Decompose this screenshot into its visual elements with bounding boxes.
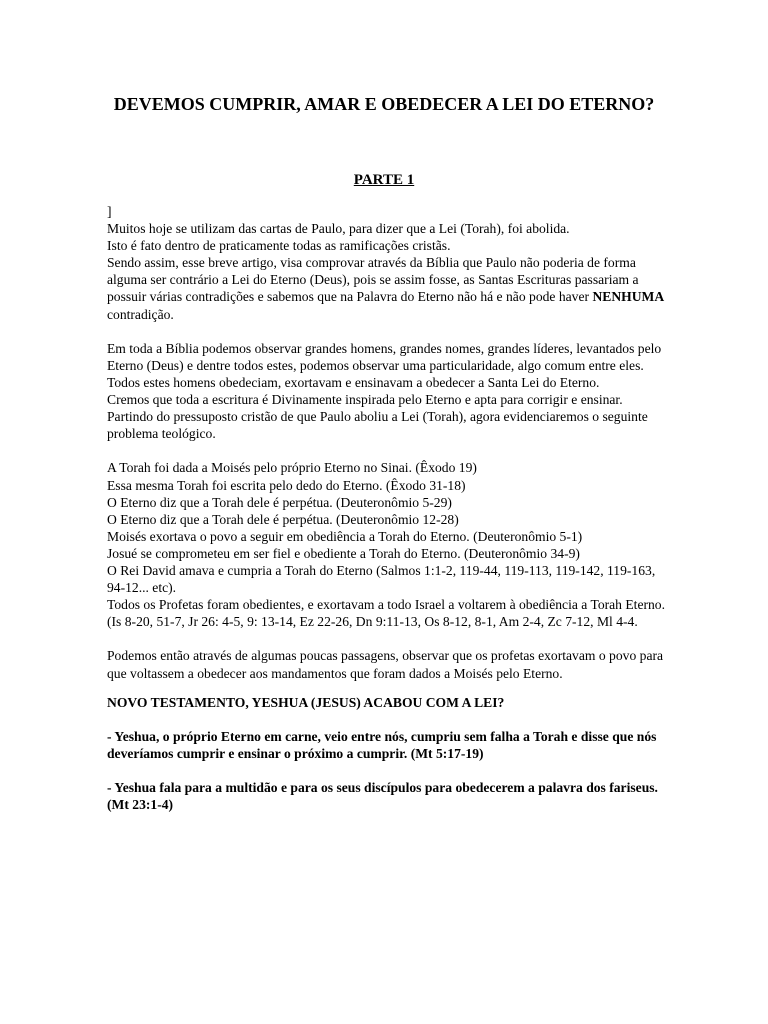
fact-line: A Torah foi dada a Moisés pelo próprio Eterno no Sinai. (Êxodo 19) xyxy=(107,460,477,476)
paragraph: Podemos então através de algumas poucas passagens, observar que os profetas exortavam o povo para que voltassem a obedecer aos mandamentos que foram dados a Moisés pelo Eterno. xyxy=(107,648,664,681)
fact-line: O Rei David amava e cumpria a Torah do Eterno (Salmos 1:1-2, 119-44, 119-113, 119-142, 119-163, 94-12... etc). xyxy=(107,562,656,596)
part-heading: PARTE 1 xyxy=(353,172,415,188)
fact-line: Essa mesma Torah foi escrita pelo dedo do Eterno. (Êxodo 31-18) xyxy=(107,477,466,493)
emphasis-word: NENHUMA xyxy=(592,289,665,305)
fact-line: O Eterno diz que a Torah dele é perpétua. (Deuteronômio 12-28) xyxy=(107,511,459,527)
paragraph-text: contradição. xyxy=(107,306,174,322)
paragraph: Em toda a Bíblia podemos observar grandes homens, grandes nomes, grandes líderes, levantados pelo Eterno (Deus) e dentre todos estes, podemos observar uma particularidade, algo comum entre eles. Todos estes homens obedeciam, exortavam e ensinavam a obedecer a Santa Lei do Eterno. xyxy=(107,340,662,390)
fact-line: O Eterno diz que a Torah dele é perpétua. (Deuteronômio 5-29) xyxy=(107,494,452,510)
paragraph-text: Sendo assim, esse breve artigo, visa comprovar através da Bíblia que Paulo não poderia de forma alguma ser contrário a Lei do Eterno (Deus), pois se assim fosse, as Santas Escrituras passariam a possuir várias contradições e sabemos que na Palavra do Eterno não há e não pode haver xyxy=(107,255,639,305)
section-heading: NOVO TESTAMENTO, YESHUA (JESUS) ACABOU COM A LEI? xyxy=(107,694,505,710)
fact-line: Todos os Profetas foram obedientes, e exortavam a todo Israel a voltarem à obediência a Torah Eterno. (Is 8-20, 51-7, Jr 26: 4-5, 9: 13-14, Ez 22-26, Dn 9:11-13, Os 8-12, 8-1, Am 2-4, Zc 7-12, Ml 4-4. xyxy=(107,597,666,630)
paragraph xyxy=(107,254,667,322)
nt-point: - Yeshua, o próprio Eterno em carne, veio entre nós, cumpriu sem falha a Torah e disse que nós deveríamos cumprir e ensinar o próximo a cumprir. (Mt 5:17-19) xyxy=(107,728,657,761)
paragraph: Isto é fato dentro de praticamente todas as ramificações cristãs. xyxy=(107,238,451,254)
fact-line: Josué se comprometeu em ser fiel e obediente a Torah do Eterno. (Deuteronômio 34-9) xyxy=(107,545,580,561)
document-title: DEVEMOS CUMPRIR, AMAR E OBEDECER A LEI DO ETERNO? xyxy=(113,94,655,114)
stray-mark: ] xyxy=(107,204,112,219)
paragraph: Muitos hoje se utilizam das cartas de Paulo, para dizer que a Lei (Torah), foi abolida. xyxy=(107,221,570,237)
paragraph: Partindo do pressuposto cristão de que Paulo aboliu a Lei (Torah), agora evidenciaremos o seguinte problema teológico. xyxy=(107,409,648,442)
document-body xyxy=(107,203,667,813)
paragraph: Cremos que toda a escritura é Divinamente inspirada pelo Eterno e apta para corrigir e ensinar. xyxy=(107,392,623,408)
fact-line: Moisés exortava o povo a seguir em obediência a Torah do Eterno. (Deuteronômio 5-1) xyxy=(107,528,583,544)
nt-point: - Yeshua fala para a multidão e para os seus discípulos para obedecerem a palavra dos fariseus. (Mt 23:1-4) xyxy=(107,780,658,813)
